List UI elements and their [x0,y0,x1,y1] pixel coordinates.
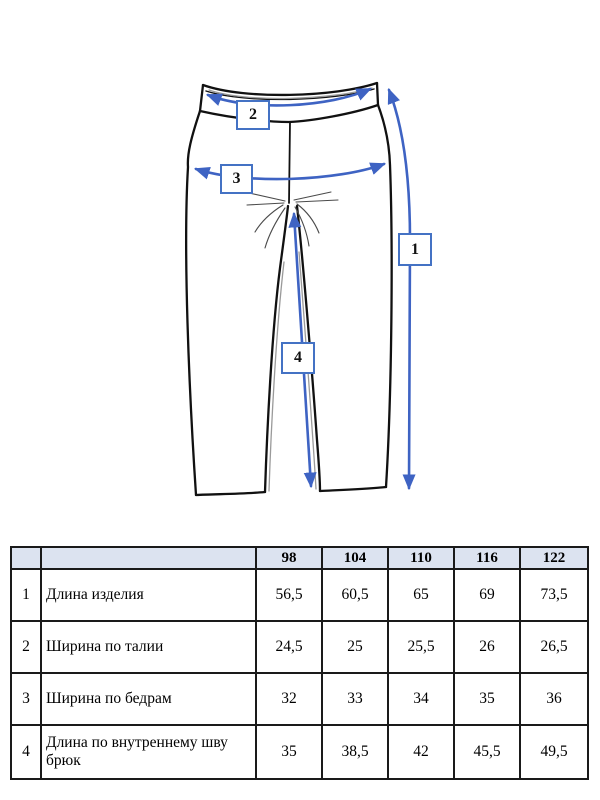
pants-outline [186,83,391,495]
value-cell: 25 [322,621,388,673]
row-number: 1 [11,569,41,621]
measurement-arrows [196,89,410,488]
value-cell: 73,5 [520,569,588,621]
value-cell: 33 [322,673,388,725]
marker-hip-3: 3 [220,164,253,194]
value-cell: 25,5 [388,621,454,673]
table-row [11,569,588,621]
value-cell: 38,5 [322,725,388,779]
marker-inseam-4: 4 [281,342,315,374]
value-cell: 42 [388,725,454,779]
header-size-122: 122 [520,547,588,569]
value-cell: 26,5 [520,621,588,673]
marker-waist-2: 2 [236,100,270,130]
crotch-wrinkles [247,192,338,248]
value-cell: 60,5 [322,569,388,621]
measure-name: Длина по внутреннему шву брюк [41,725,256,779]
value-cell: 32 [256,673,322,725]
value-cell: 36 [520,673,588,725]
value-cell: 35 [256,725,322,779]
header-size-104: 104 [322,547,388,569]
header-name-cell [41,547,256,569]
header-size-116: 116 [454,547,520,569]
value-cell: 49,5 [520,725,588,779]
table-row [11,725,588,779]
value-cell: 26 [454,621,520,673]
size-table [10,546,589,780]
measure-name: Ширина по талии [41,621,256,673]
value-cell: 65 [388,569,454,621]
row-number: 4 [11,725,41,779]
row-number: 3 [11,673,41,725]
table-row [11,673,588,725]
value-cell: 34 [388,673,454,725]
header-size-110: 110 [388,547,454,569]
value-cell: 24,5 [256,621,322,673]
measure-name: Ширина по бедрам [41,673,256,725]
header-size-98: 98 [256,547,322,569]
measure-name: Длина изделия [41,569,256,621]
value-cell: 35 [454,673,520,725]
size-table-header-row [11,547,588,569]
header-num-cell [11,547,41,569]
marker-length-1: 1 [398,233,432,266]
row-number: 2 [11,621,41,673]
value-cell: 56,5 [256,569,322,621]
table-row [11,621,588,673]
value-cell: 45,5 [454,725,520,779]
value-cell: 69 [454,569,520,621]
